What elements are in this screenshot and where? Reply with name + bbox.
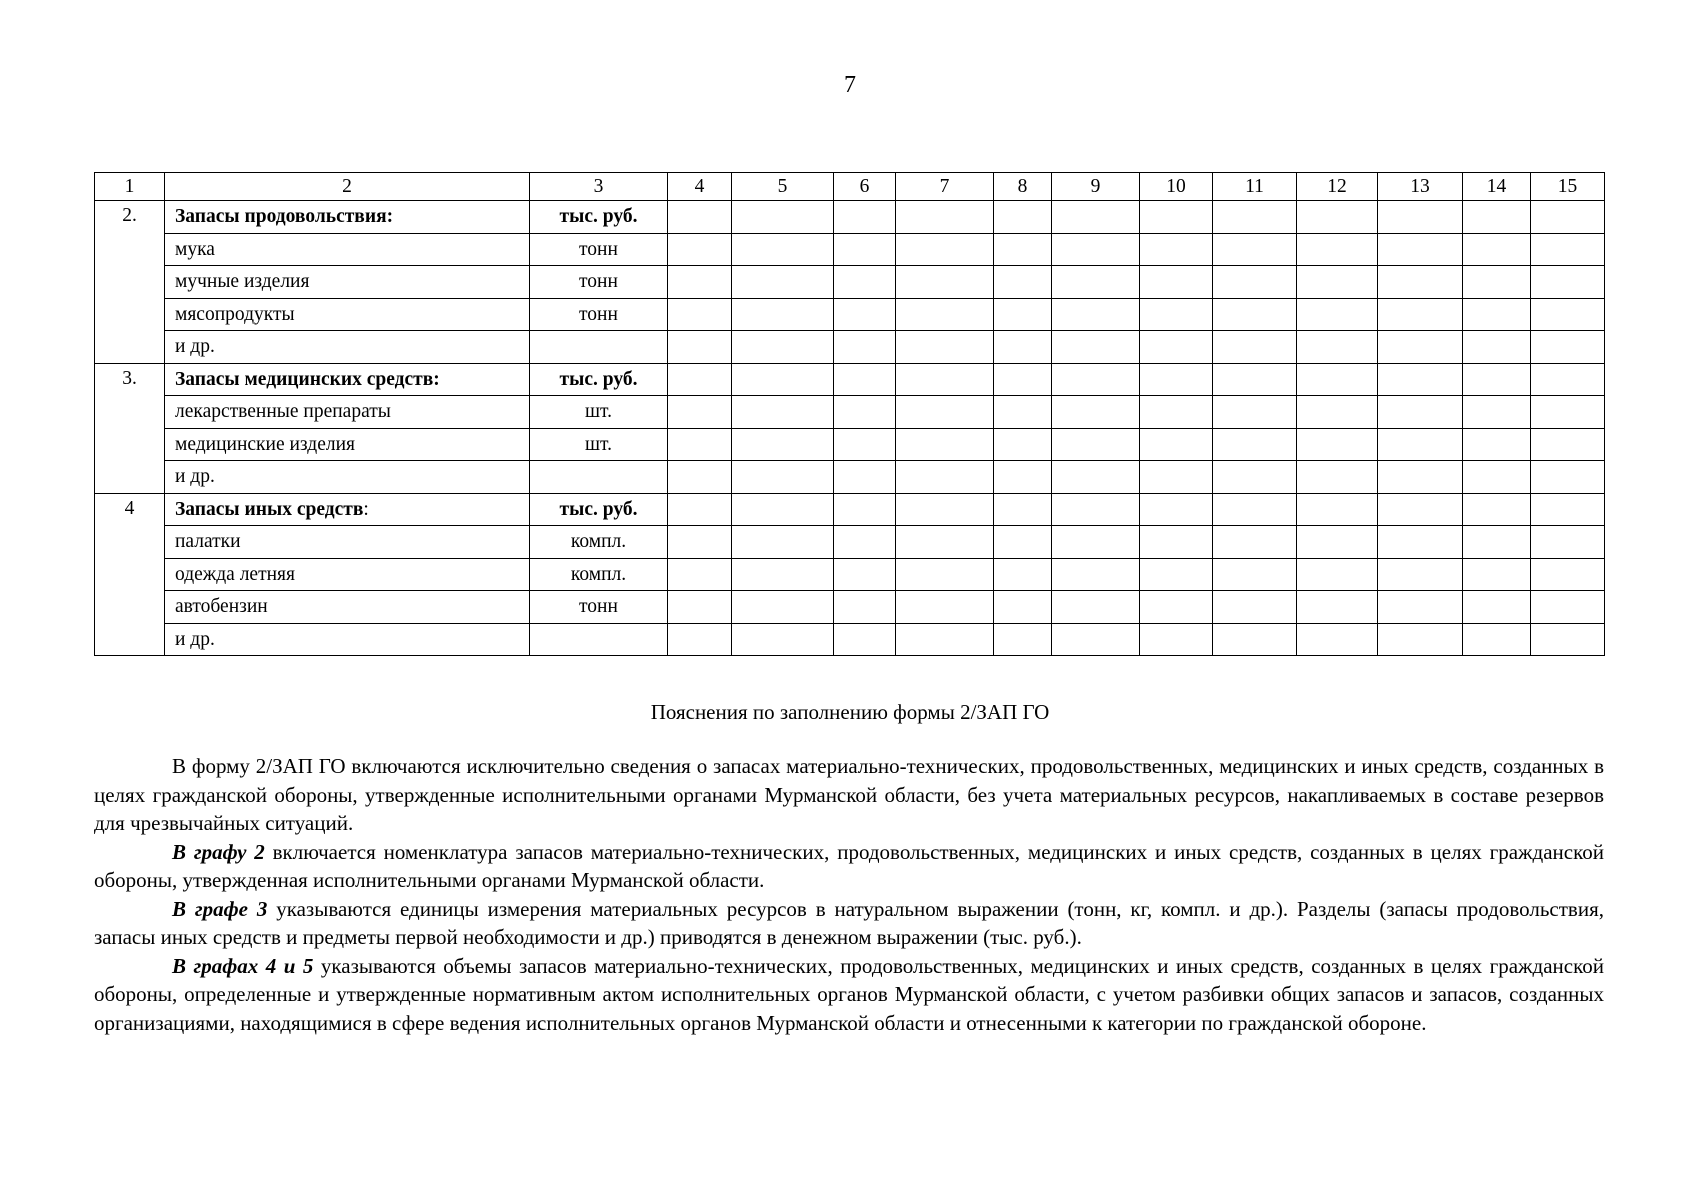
paragraph-lead: В графах 4 и 5	[172, 953, 314, 978]
empty-cell	[1140, 233, 1213, 266]
empty-cell	[994, 396, 1052, 429]
empty-cell	[1378, 428, 1463, 461]
empty-cell	[1297, 461, 1378, 494]
empty-cell	[1297, 331, 1378, 364]
section-unit: тыс. руб.	[530, 493, 668, 526]
empty-cell	[1297, 493, 1378, 526]
item-unit: тонн	[530, 298, 668, 331]
empty-cell	[668, 396, 732, 429]
empty-cell	[834, 363, 896, 396]
item-name: медицинские изделия	[165, 428, 530, 461]
empty-cell	[1052, 201, 1140, 234]
empty-cell	[1052, 558, 1140, 591]
empty-cell	[1531, 591, 1605, 624]
empty-cell	[1297, 558, 1378, 591]
item-name: одежда летняя	[165, 558, 530, 591]
empty-cell	[1140, 493, 1213, 526]
empty-cell	[1140, 623, 1213, 656]
empty-cell	[834, 266, 896, 299]
empty-cell	[732, 526, 834, 559]
empty-cell	[994, 461, 1052, 494]
empty-cell	[994, 233, 1052, 266]
item-unit: компл.	[530, 526, 668, 559]
column-number-cell: 6	[834, 173, 896, 201]
empty-cell	[1140, 591, 1213, 624]
column-number-cell: 11	[1213, 173, 1297, 201]
empty-cell	[994, 623, 1052, 656]
notes-paragraph	[94, 752, 1604, 838]
empty-cell	[1297, 201, 1378, 234]
empty-cell	[1297, 233, 1378, 266]
item-name: мука	[165, 233, 530, 266]
empty-cell	[994, 493, 1052, 526]
empty-cell	[732, 461, 834, 494]
column-number-cell: 15	[1531, 173, 1605, 201]
empty-cell	[896, 363, 994, 396]
section-title	[165, 201, 530, 234]
section-row	[95, 201, 1605, 234]
empty-cell	[1140, 331, 1213, 364]
empty-cell	[732, 558, 834, 591]
section-title-text: Запасы медицинских средств:	[175, 368, 440, 390]
empty-cell	[1297, 591, 1378, 624]
column-number-cell: 9	[1052, 173, 1140, 201]
empty-cell	[1531, 526, 1605, 559]
empty-cell	[1463, 298, 1531, 331]
item-name: палатки	[165, 526, 530, 559]
empty-cell	[1378, 266, 1463, 299]
empty-cell	[1463, 558, 1531, 591]
empty-cell	[1297, 363, 1378, 396]
empty-cell	[1213, 233, 1297, 266]
empty-cell	[1463, 331, 1531, 364]
item-row	[95, 266, 1605, 299]
empty-cell	[1052, 298, 1140, 331]
empty-cell	[1378, 526, 1463, 559]
empty-cell	[1463, 396, 1531, 429]
paragraph-text: указываются единицы измерения материальных ресурсов в натуральном выражении (тонн, кг, компл. и др.). Разделы (запасы продовольствия, запасы иных средств и предметы первой необходимости и др.) приводятся в денежном выражении (тыс. руб.).	[94, 896, 1604, 949]
column-number-cell: 2	[165, 173, 530, 201]
empty-cell	[1213, 591, 1297, 624]
section-row	[95, 493, 1605, 526]
item-row	[95, 558, 1605, 591]
item-name: лекарственные препараты	[165, 396, 530, 429]
empty-cell	[834, 493, 896, 526]
empty-cell	[1052, 396, 1140, 429]
empty-cell	[1140, 396, 1213, 429]
empty-cell	[896, 623, 994, 656]
empty-cell	[1213, 298, 1297, 331]
section-unit: тыс. руб.	[530, 363, 668, 396]
column-number-cell: 12	[1297, 173, 1378, 201]
empty-cell	[1140, 298, 1213, 331]
empty-cell	[668, 558, 732, 591]
item-name: мясопродукты	[165, 298, 530, 331]
empty-cell	[1297, 266, 1378, 299]
empty-cell	[896, 591, 994, 624]
empty-cell	[1297, 526, 1378, 559]
empty-cell	[1463, 493, 1531, 526]
empty-cell	[1463, 266, 1531, 299]
empty-cell	[1463, 591, 1531, 624]
empty-cell	[1463, 233, 1531, 266]
empty-cell	[732, 493, 834, 526]
empty-cell	[834, 461, 896, 494]
empty-cell	[1531, 461, 1605, 494]
empty-cell	[668, 298, 732, 331]
empty-cell	[1531, 623, 1605, 656]
section-unit: тыс. руб.	[530, 201, 668, 234]
empty-cell	[834, 233, 896, 266]
empty-cell	[834, 396, 896, 429]
empty-cell	[668, 266, 732, 299]
empty-cell	[1213, 363, 1297, 396]
empty-cell	[668, 493, 732, 526]
empty-cell	[994, 331, 1052, 364]
empty-cell	[896, 233, 994, 266]
empty-cell	[1531, 298, 1605, 331]
empty-cell	[1297, 396, 1378, 429]
empty-cell	[1140, 428, 1213, 461]
empty-cell	[896, 298, 994, 331]
empty-cell	[994, 363, 1052, 396]
empty-cell	[834, 623, 896, 656]
item-unit	[530, 461, 668, 494]
empty-cell	[1378, 461, 1463, 494]
empty-cell	[1463, 461, 1531, 494]
empty-cell	[1052, 493, 1140, 526]
empty-cell	[1463, 623, 1531, 656]
empty-cell	[896, 461, 994, 494]
empty-cell	[1297, 623, 1378, 656]
empty-cell	[732, 266, 834, 299]
column-number-cell: 14	[1463, 173, 1531, 201]
empty-cell	[834, 331, 896, 364]
empty-cell	[994, 526, 1052, 559]
section-row	[95, 363, 1605, 396]
empty-cell	[1052, 428, 1140, 461]
empty-cell	[1378, 623, 1463, 656]
empty-cell	[732, 201, 834, 234]
empty-cell	[668, 591, 732, 624]
empty-cell	[1378, 331, 1463, 364]
empty-cell	[1140, 526, 1213, 559]
empty-cell	[1531, 331, 1605, 364]
empty-cell	[834, 428, 896, 461]
empty-cell	[896, 201, 994, 234]
empty-cell	[1213, 428, 1297, 461]
empty-cell	[1213, 396, 1297, 429]
empty-cell	[1531, 201, 1605, 234]
empty-cell	[1140, 201, 1213, 234]
empty-cell	[834, 201, 896, 234]
item-row	[95, 396, 1605, 429]
empty-cell	[1297, 428, 1378, 461]
empty-cell	[668, 526, 732, 559]
notes-body	[94, 752, 1604, 1037]
paragraph-lead: В графе 3	[172, 896, 268, 921]
item-row	[95, 623, 1605, 656]
empty-cell	[1213, 623, 1297, 656]
section-number: 4	[95, 493, 165, 656]
empty-cell	[1463, 526, 1531, 559]
empty-cell	[1140, 363, 1213, 396]
empty-cell	[1378, 298, 1463, 331]
item-unit: тонн	[530, 591, 668, 624]
empty-cell	[1052, 266, 1140, 299]
empty-cell	[732, 331, 834, 364]
empty-cell	[732, 623, 834, 656]
empty-cell	[994, 428, 1052, 461]
empty-cell	[834, 298, 896, 331]
item-unit	[530, 331, 668, 364]
empty-cell	[896, 428, 994, 461]
item-unit: тонн	[530, 266, 668, 299]
empty-cell	[1378, 493, 1463, 526]
empty-cell	[994, 591, 1052, 624]
empty-cell	[668, 331, 732, 364]
empty-cell	[1213, 201, 1297, 234]
paragraph-text: указываются объемы запасов материально-технических, продовольственных, медицинских и иных средств, созданных в целях гражданской обороны, определенные и утвержденные нормативным актом исполнительных органов Мурманской области, с учетом разбивки общих запасов и запасов, созданных организациями, находящимися в сфере ведения исполнительных органов Мурманской области и отнесенными к категории по гражданской обороне.	[94, 953, 1604, 1035]
empty-cell	[994, 266, 1052, 299]
empty-cell	[1463, 201, 1531, 234]
empty-cell	[732, 591, 834, 624]
column-number-cell: 8	[994, 173, 1052, 201]
item-unit: шт.	[530, 396, 668, 429]
paragraph-text: В форму 2/ЗАП ГО включаются исключительно сведения о запасах материально-технических, продовольственных, медицинских и иных средств, созданных в целях гражданской обороны, утвержденные исполнительными органами Мурманской области, без учета материальных ресурсов, накапливаемых в составе резервов для чрезвычайных ситуаций.	[94, 754, 1604, 835]
empty-cell	[994, 558, 1052, 591]
empty-cell	[1052, 363, 1140, 396]
empty-cell	[1531, 428, 1605, 461]
page-number: 7	[844, 72, 856, 98]
empty-cell	[732, 233, 834, 266]
empty-cell	[896, 526, 994, 559]
empty-cell	[1531, 396, 1605, 429]
empty-cell	[1052, 526, 1140, 559]
empty-cell	[668, 461, 732, 494]
item-unit: компл.	[530, 558, 668, 591]
empty-cell	[1213, 461, 1297, 494]
item-row	[95, 428, 1605, 461]
empty-cell	[1531, 266, 1605, 299]
notes-paragraph	[94, 952, 1604, 1038]
empty-cell	[732, 363, 834, 396]
empty-cell	[994, 298, 1052, 331]
empty-cell	[1531, 558, 1605, 591]
item-row	[95, 331, 1605, 364]
column-number-cell: 5	[732, 173, 834, 201]
empty-cell	[834, 558, 896, 591]
empty-cell	[1052, 331, 1140, 364]
item-unit: шт.	[530, 428, 668, 461]
item-row	[95, 526, 1605, 559]
empty-cell	[1378, 558, 1463, 591]
item-row	[95, 591, 1605, 624]
empty-cell	[1378, 591, 1463, 624]
empty-cell	[1052, 233, 1140, 266]
item-unit: тонн	[530, 233, 668, 266]
paragraph-lead: В графу 2	[172, 839, 265, 864]
section-title-suffix: :	[363, 498, 369, 520]
empty-cell	[1052, 591, 1140, 624]
section-number: 2.	[95, 201, 165, 364]
empty-cell	[896, 396, 994, 429]
empty-cell	[1140, 461, 1213, 494]
table-header-row	[95, 173, 1605, 201]
notes-paragraph	[94, 838, 1604, 895]
item-row	[95, 233, 1605, 266]
empty-cell	[1531, 233, 1605, 266]
empty-cell	[1378, 233, 1463, 266]
empty-cell	[1531, 363, 1605, 396]
empty-cell	[1463, 363, 1531, 396]
item-unit	[530, 623, 668, 656]
item-row	[95, 461, 1605, 494]
column-number-cell: 1	[95, 173, 165, 201]
empty-cell	[1213, 266, 1297, 299]
empty-cell	[896, 493, 994, 526]
empty-cell	[1463, 428, 1531, 461]
column-number-cell: 3	[530, 173, 668, 201]
empty-cell	[1140, 558, 1213, 591]
empty-cell	[896, 331, 994, 364]
empty-cell	[1052, 623, 1140, 656]
item-name: и др.	[165, 623, 530, 656]
item-name: мучные изделия	[165, 266, 530, 299]
empty-cell	[668, 428, 732, 461]
empty-cell	[668, 233, 732, 266]
empty-cell	[1297, 298, 1378, 331]
paragraph-text: включается номенклатура запасов материально-технических, продовольственных, медицинских и иных средств, созданных в целях гражданской обороны, утвержденная исполнительными органами Мурманской области.	[94, 839, 1604, 892]
section-title-text: Запасы продовольствия:	[175, 206, 394, 227]
item-name: автобензин	[165, 591, 530, 624]
section-title-text: Запасы иных средств	[175, 498, 364, 520]
empty-cell	[834, 526, 896, 559]
notes-paragraph	[94, 895, 1604, 952]
empty-cell	[732, 396, 834, 429]
notes-title: Пояснения по заполнению формы 2/ЗАП ГО	[650, 700, 1050, 724]
empty-cell	[732, 428, 834, 461]
empty-cell	[668, 623, 732, 656]
empty-cell	[1531, 493, 1605, 526]
column-number-cell: 10	[1140, 173, 1213, 201]
empty-cell	[1213, 526, 1297, 559]
empty-cell	[1213, 558, 1297, 591]
column-number-cell: 7	[896, 173, 994, 201]
section-number: 3.	[95, 363, 165, 493]
item-row	[95, 298, 1605, 331]
empty-cell	[896, 266, 994, 299]
empty-cell	[994, 201, 1052, 234]
empty-cell	[1213, 331, 1297, 364]
empty-cell	[668, 363, 732, 396]
item-name: и др.	[165, 461, 530, 494]
empty-cell	[1140, 266, 1213, 299]
column-number-cell: 4	[668, 173, 732, 201]
empty-cell	[1378, 363, 1463, 396]
section-title	[165, 493, 530, 526]
reserves-table	[94, 172, 1605, 656]
empty-cell	[1378, 396, 1463, 429]
empty-cell	[1378, 201, 1463, 234]
empty-cell	[834, 591, 896, 624]
empty-cell	[896, 558, 994, 591]
empty-cell	[1052, 461, 1140, 494]
section-title	[165, 363, 530, 396]
column-number-cell: 13	[1378, 173, 1463, 201]
empty-cell	[1213, 493, 1297, 526]
empty-cell	[668, 201, 732, 234]
empty-cell	[732, 298, 834, 331]
item-name: и др.	[165, 331, 530, 364]
